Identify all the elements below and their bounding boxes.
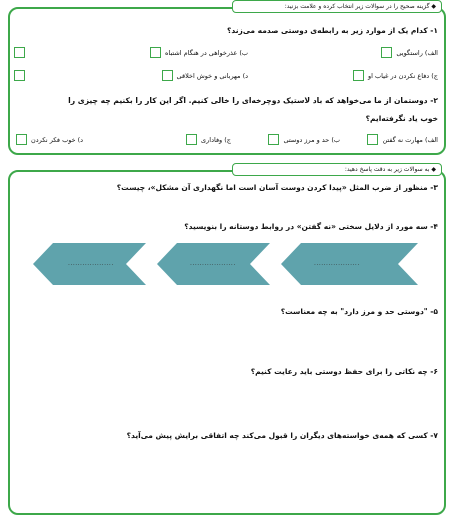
question-7: ۷- کسی که همه‌ی خواسته‌های دیگران را قبول می‌کند چه اتفاقی برایش پیش می‌آید؟ [126, 431, 438, 440]
checkbox[interactable] [381, 47, 392, 58]
q1-option-c[interactable]: ج) دفاع نکردن در غیاب او [353, 70, 438, 81]
answer-blank-1[interactable]: ................... [68, 260, 114, 267]
diamond-bullet-icon: ◆ [431, 166, 436, 173]
checkbox[interactable] [150, 47, 161, 58]
checkbox[interactable] [14, 47, 25, 58]
checkbox[interactable] [367, 134, 378, 145]
q2-option-d[interactable]: د) خوب فکر نکردن [16, 134, 83, 145]
checkbox[interactable] [268, 134, 279, 145]
q2-option-c[interactable]: ج) وفاداری [186, 134, 231, 145]
q1-option-b-far-checkbox[interactable] [14, 47, 25, 58]
checkbox[interactable] [353, 70, 364, 81]
q1-option-b[interactable]: ب) عذرخواهی در هنگام اشتباه [150, 47, 248, 58]
checkbox[interactable] [186, 134, 197, 145]
q1-option-d-far-checkbox[interactable] [14, 70, 25, 81]
checkbox[interactable] [162, 70, 173, 81]
diamond-bullet-icon: ◆ [431, 3, 436, 10]
question-6: ۶- چه نکاتی را برای حفظ دوستی باید رعایت کنیم؟ [250, 367, 438, 376]
question-2-line-2: خوب یاد نگرفته‌ایم؟ [365, 114, 438, 123]
q1-option-d[interactable]: د) مهربانی و خوش اخلاقی [162, 70, 248, 81]
question-4: ۴- سه مورد از دلایل سختی «نه گفتن» در روابط دوستانه را بنویسید؟ [184, 222, 438, 231]
q1-option-a[interactable]: الف) راستگویی [381, 47, 438, 58]
checkbox[interactable] [16, 134, 27, 145]
question-5: ۵- "دوستی حد و مرز دارد" به چه معناست؟ [280, 307, 438, 316]
answer-blank-3[interactable]: ................... [314, 260, 360, 267]
answer-blank-2[interactable]: ................... [190, 260, 236, 267]
q2-option-b[interactable]: ب) حد و مرز دوستی [268, 134, 340, 145]
question-1: ۱- کدام یک از موارد زیر به رابطه‌ی دوستی صدمه می‌زند؟ [227, 26, 438, 35]
section2-instruction: ◆ به سوالات زیر به دقت پاسخ دهید: [232, 163, 442, 176]
question-2-line-1: ۲- دوستمان از ما می‌خواهد که باد لاستیک دوچرخه‌ای را خالی کنیم. اگر این کار را بکنیم چه چیزی را [68, 96, 438, 105]
checkbox[interactable] [14, 70, 25, 81]
question-3: ۳- منظور از ضرب المثل «پیدا کردن دوست آسان است اما نگهداری آن مشکل»، چیست؟ [116, 183, 438, 192]
section1-instruction: ◆ گزینه صحیح را در سوالات زیر انتخاب کرده و علامت بزنید: [232, 0, 442, 13]
q2-option-a[interactable]: الف) مهارت نه گفتن [367, 134, 438, 145]
